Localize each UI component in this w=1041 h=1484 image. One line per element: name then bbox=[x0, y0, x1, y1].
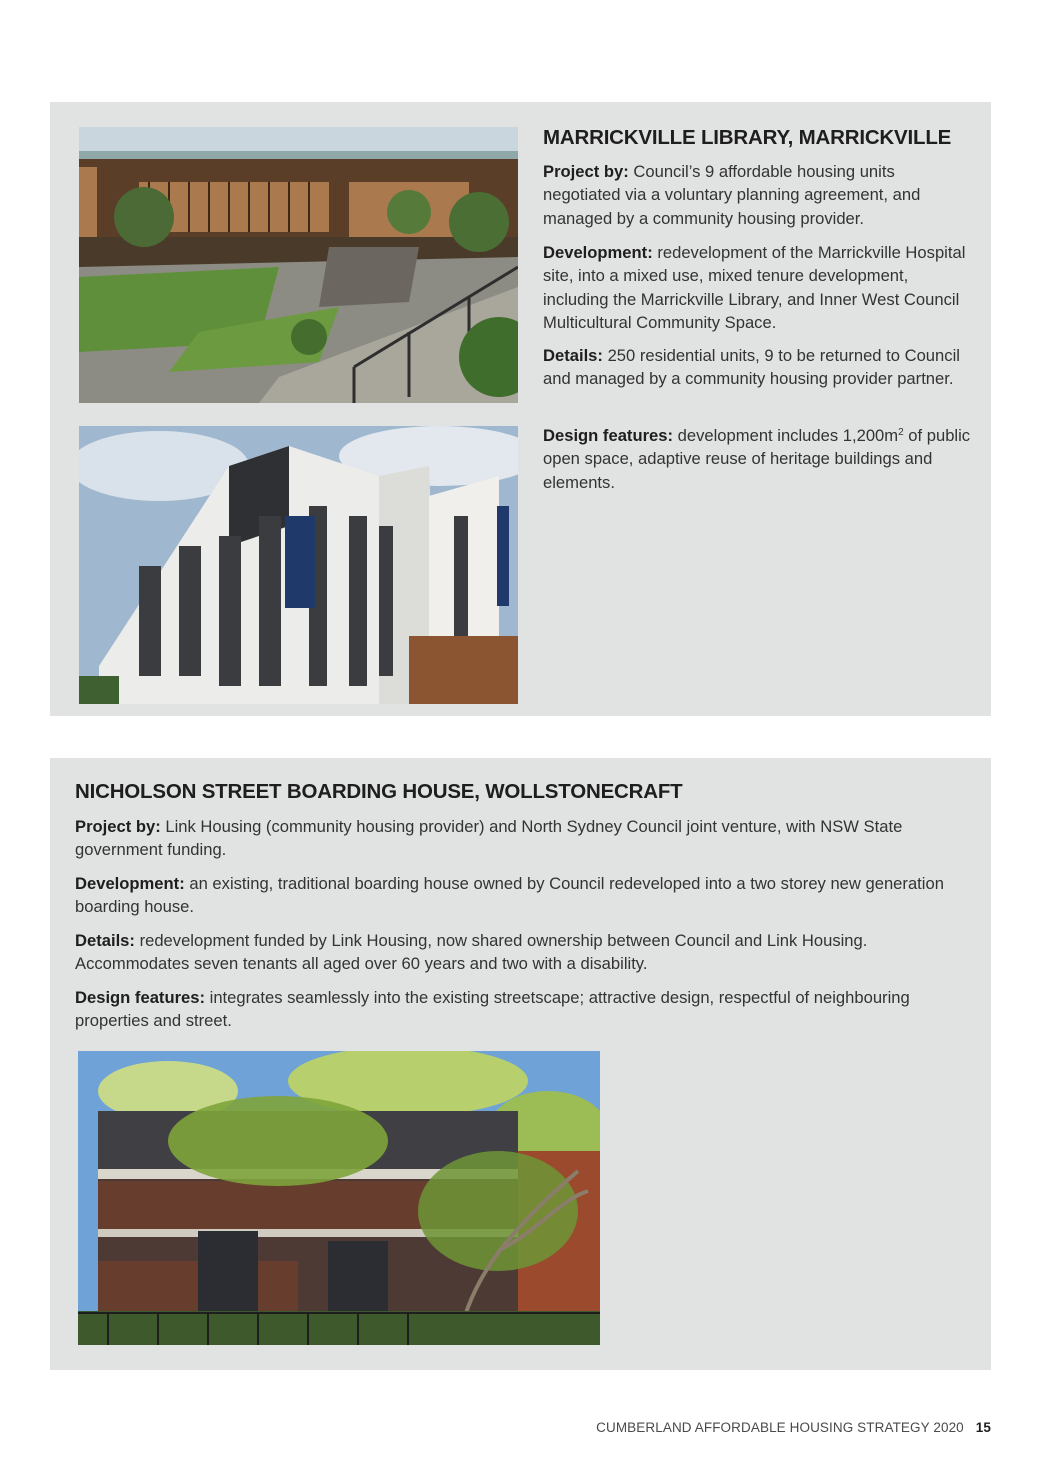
details-label: Details: bbox=[75, 931, 135, 950]
development-label: Development: bbox=[75, 874, 185, 893]
marrickville-heading: MARRICKVILLE LIBRARY, MARRICKVILLE bbox=[543, 126, 952, 149]
nicholson-project-by bbox=[75, 815, 975, 862]
footer-document-title: CUMBERLAND AFFORDABLE HOUSING STRATEGY 2020 bbox=[596, 1420, 964, 1435]
marrickville-development bbox=[543, 241, 975, 335]
nicholson-heading: NICHOLSON STREET BOARDING HOUSE, WOLLSTONECRAFT bbox=[75, 780, 683, 803]
marrickville-design-features bbox=[543, 424, 975, 494]
marrickville-library-courtyard-photo bbox=[79, 127, 518, 403]
project-by-text: Council’s 9 affordable housing units negotiated via a voluntary planning agreement, and managed by a community housing provider. bbox=[543, 162, 921, 228]
page-number: 15 bbox=[975, 1420, 991, 1435]
superscript: 2 bbox=[898, 427, 904, 438]
details-text: 250 residential units, 9 to be returned to Council and managed by a community housing provider partner. bbox=[543, 346, 960, 389]
design-features-text-cont: of public open space, adaptive reuse of heritage buildings and elements. bbox=[543, 426, 971, 492]
design-features-label: Design features: bbox=[543, 426, 674, 445]
design-features-text: development includes 1,200m bbox=[673, 426, 899, 445]
development-label: Development: bbox=[543, 243, 653, 262]
project-by-label: Project by: bbox=[543, 162, 629, 181]
development-text: an existing, traditional boarding house owned by Council redeveloped into a two storey new generation boarding house. bbox=[75, 874, 944, 917]
nicholson-boarding-house-photo bbox=[78, 1051, 600, 1345]
nicholson-design-features bbox=[75, 986, 975, 1033]
design-features-text: integrates seamlessly into the existing streetscape; attractive design, respectful of neighbouring properties and street. bbox=[75, 988, 910, 1031]
project-by-text: Link Housing (community housing provider) and North Sydney Council joint venture, with NSW State government funding. bbox=[75, 817, 903, 860]
page-footer bbox=[596, 1420, 991, 1435]
marrickville-details bbox=[543, 344, 975, 391]
marrickville-apartment-building-photo bbox=[79, 426, 518, 704]
nicholson-development bbox=[75, 872, 975, 919]
nicholson-details bbox=[75, 929, 975, 976]
development-text: redevelopment of the Marrickville Hospital site, into a mixed use, mixed tenure development, including the Marrickville Library, and Inner West Council Multicultural Community Space. bbox=[543, 243, 966, 333]
details-label: Details: bbox=[543, 346, 603, 365]
marrickville-project-by bbox=[543, 160, 975, 230]
project-by-label: Project by: bbox=[75, 817, 161, 836]
design-features-label: Design features: bbox=[75, 988, 206, 1007]
details-text: redevelopment funded by Link Housing, now shared ownership between Council and Link Housing. Accommodates seven tenants all aged over 60 years and two with a disability. bbox=[75, 931, 868, 974]
